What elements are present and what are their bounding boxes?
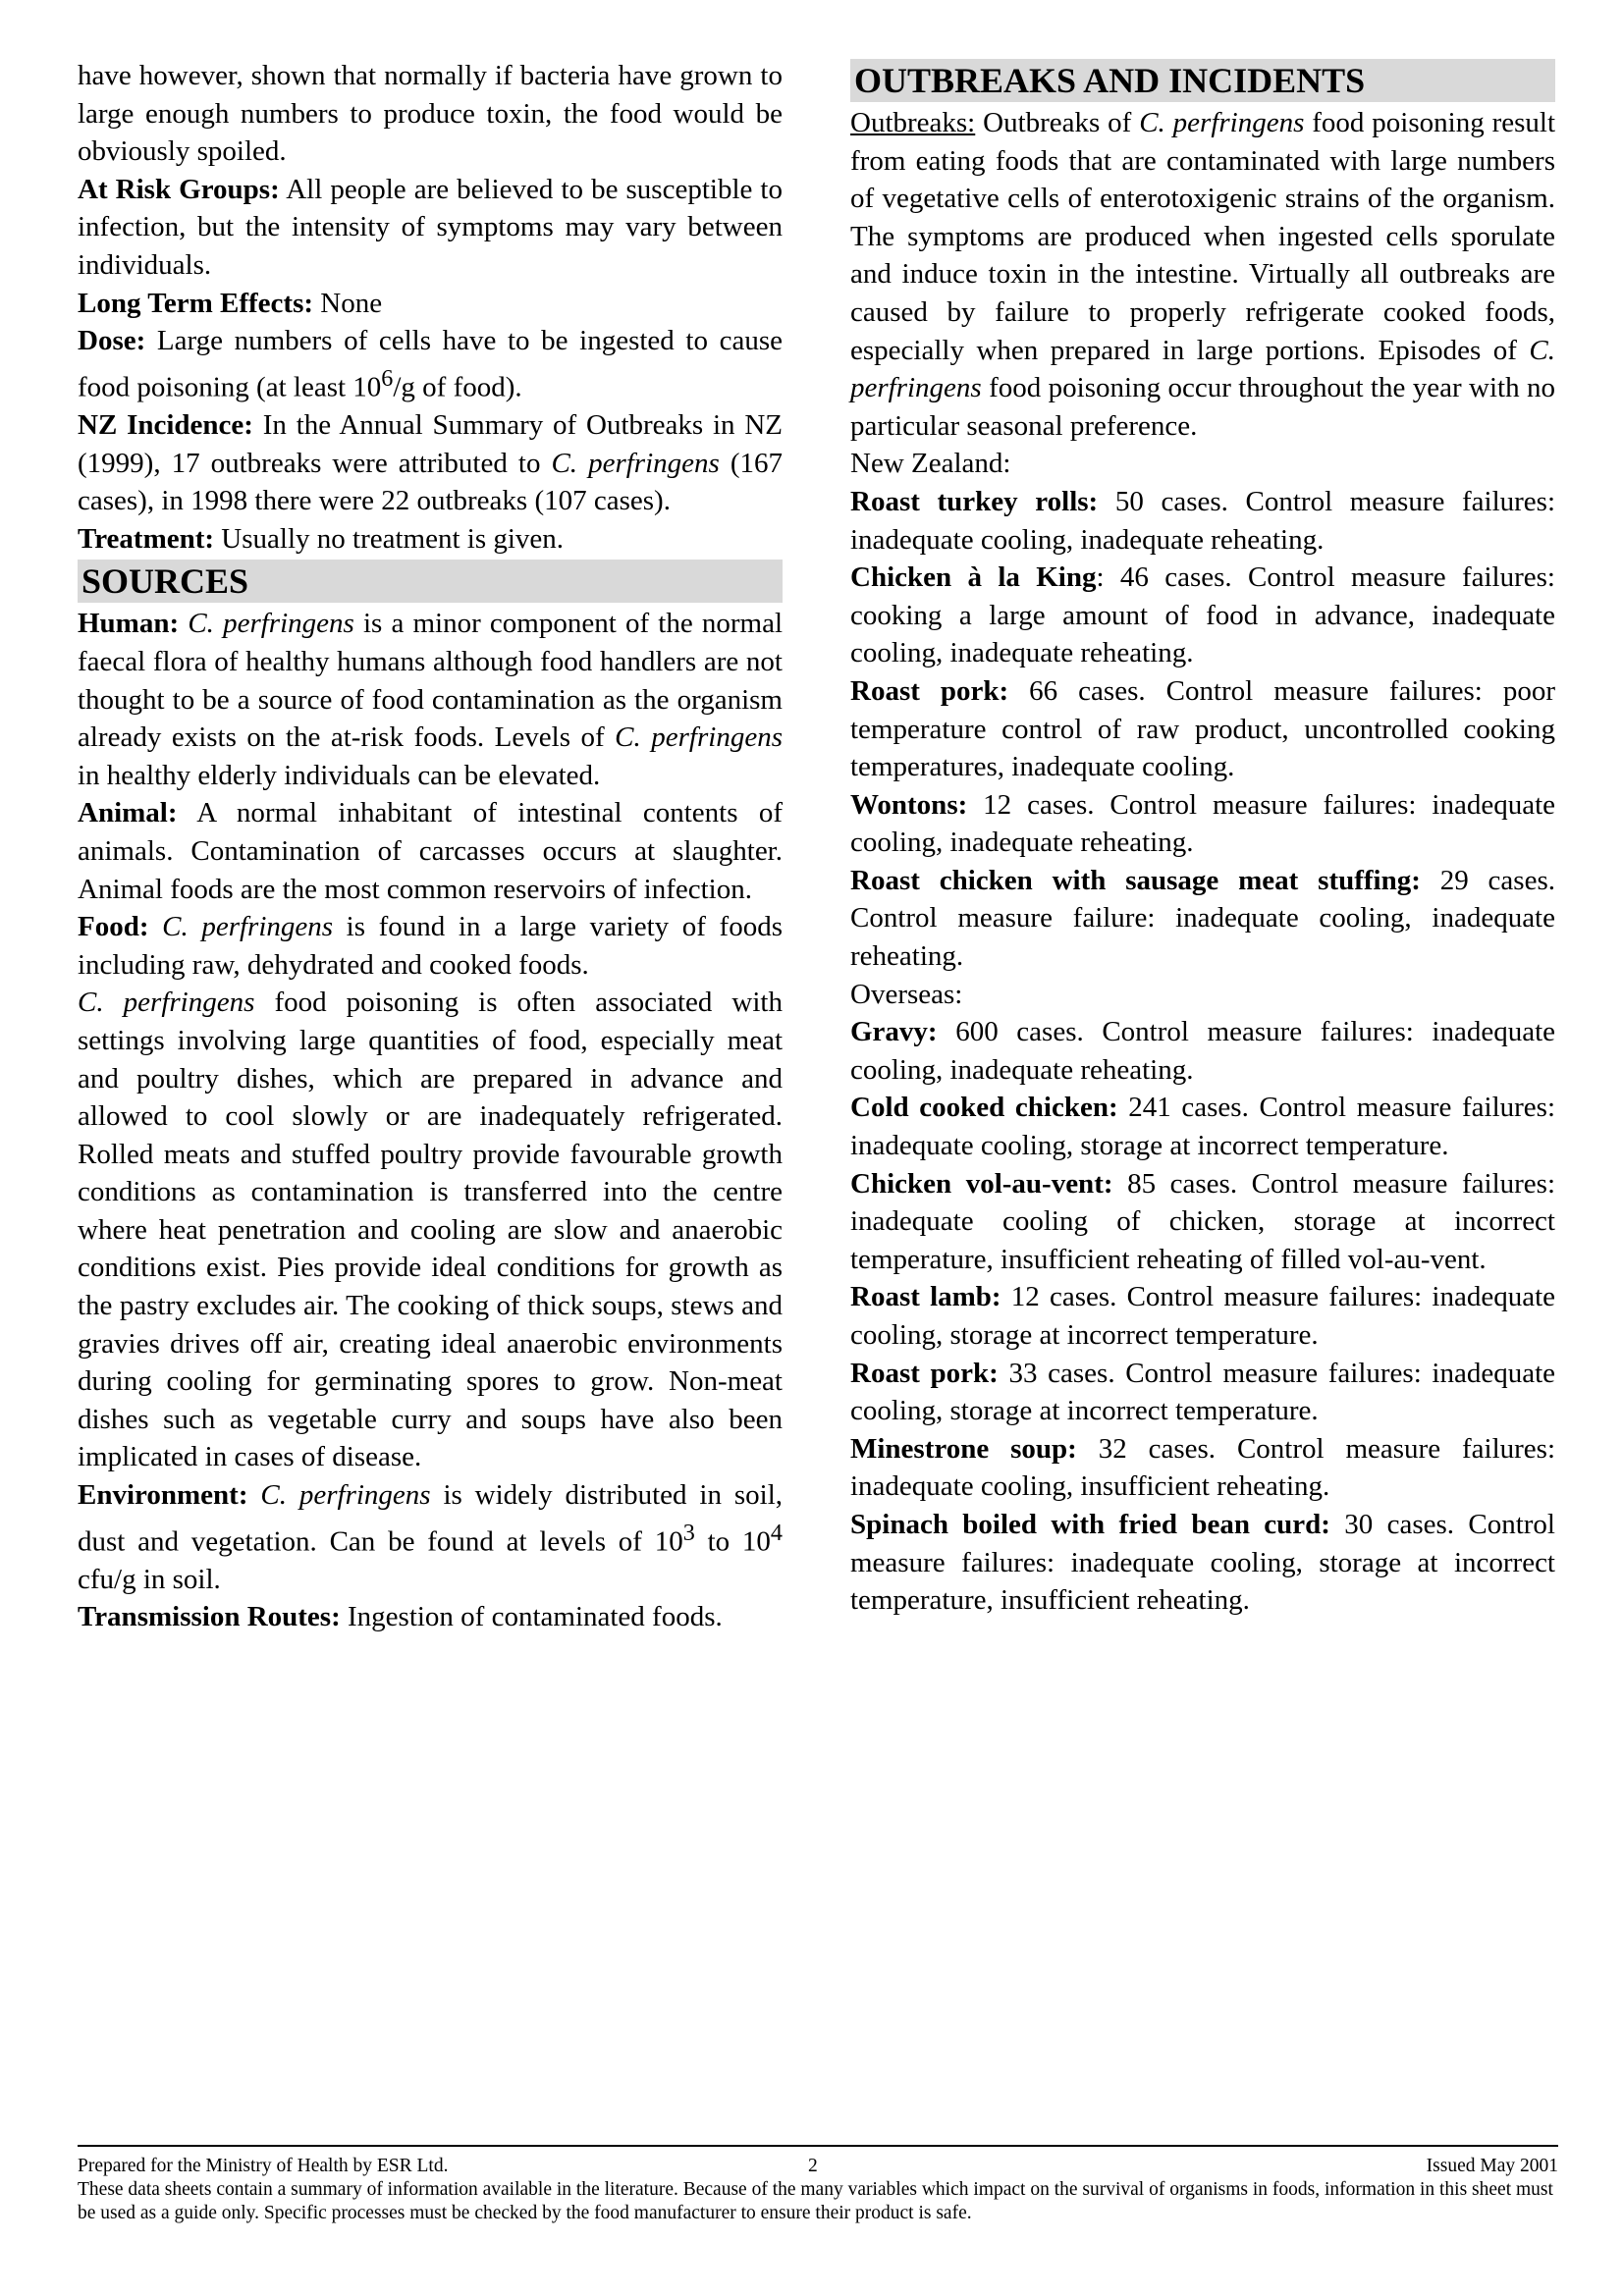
at-risk-groups-paragraph [78,171,783,285]
outbreak-item-text: 33 cases. Control measure failures: inadequate cooling, storage at incorrect temperature. [850,1357,1556,1427]
dose-text-a: Large numbers of cells have to be ingested to cause food poisoning (at least 10 [78,325,783,403]
at-risk-groups-label: At Risk Groups: [78,173,280,205]
list-item [850,672,1555,786]
list-item [850,1355,1555,1430]
outbreak-item-label: Gravy: [850,1016,938,1048]
outbreak-item-label: Roast pork: [850,1357,999,1389]
treatment-text: Usually no treatment is given. [214,522,565,555]
nz-incidence-paragraph [78,406,783,520]
dose-label: Dose: [78,325,146,357]
list-item [850,1430,1555,1506]
animal-text: A normal inhabitant of intestinal contents of animals. Contamination of carcasses occurs at slaughter. Animal foods are the most common reservoirs of infection. [78,797,783,905]
outbreaks-label: Outbreaks: [850,107,976,138]
nz-incidence-text-b: (167 cases), in 1998 there were 22 outbreaks (107 cases). [78,447,783,517]
footer-row [78,2155,1558,2178]
treatment-label: Treatment: [78,522,215,555]
page-number: 2 [808,2156,818,2176]
environment-text-c: cfu/g in soil. [78,1563,221,1595]
overseas-label: Overseas: [850,978,963,1010]
outbreaks-organism-b: C. perfringens [850,334,1555,404]
food-detail-paragraph [78,984,783,1476]
sources-heading: SOURCES [78,560,783,603]
outbreaks-text-c: food poisoning occur throughout the year with no particular seasonal preference. [850,372,1555,442]
outbreaks-organism-a: C. perfringens [1139,107,1305,138]
human-text-b: in healthy elderly individuals can be elevated. [78,759,601,791]
human-organism-a: C. perfringens [188,608,354,640]
treatment-paragraph [78,520,783,559]
transmission-text: Ingestion of contaminated foods. [340,1601,723,1633]
list-item [850,483,1555,559]
intro-paragraph: have however, shown that normally if bacteria have grown to large enough numbers to produce toxin, the food would be obviously spoiled. [78,60,783,168]
outbreak-item-text: 66 cases. Control measure failures: poor temperature control of raw product, uncontrolled cooking temperatures, inadequate cooling. [850,674,1555,783]
outbreaks-text-a: Outbreaks of [975,107,1140,138]
environment-exponent-2: 4 [770,1519,783,1546]
outbreak-item-text: 50 cases. Control measure failures: inadequate cooling, inadequate reheating. [850,485,1555,556]
right-column [850,57,1555,1620]
list-item [850,786,1555,862]
outbreak-item-label: Minestrone soup: [850,1432,1077,1465]
long-term-effects-text: None [313,287,383,319]
long-term-effects-paragraph [78,285,783,323]
human-organism-b: C. perfringens [615,721,783,754]
nz-incidence-label: NZ Incidence: [78,409,253,441]
outbreaks-heading: OUTBREAKS AND INCIDENTS [850,59,1555,102]
long-term-effects-label: Long Term Effects: [78,287,314,319]
list-item [850,559,1555,672]
environment-text-b: to 10 [694,1525,771,1558]
animal-paragraph [78,794,783,908]
outbreak-item-label: Roast turkey rolls: [850,485,1099,517]
list-item [850,862,1555,976]
outbreak-item-text: 32 cases. Control measure failures: inadequate cooling, insufficient reheating. [850,1432,1555,1503]
animal-label: Animal: [78,797,178,829]
outbreak-item-label: Chicken à la King [850,561,1097,594]
outbreak-item-text: 29 cases. Control measure failure: inadequate cooling, inadequate reheating. [850,864,1555,973]
nz-incidence-text-a: In the Annual Summary of Outbreaks in NZ (1999), 17 outbreaks were attributed to [78,409,783,479]
outbreak-item-label: Chicken vol-au-vent: [850,1167,1113,1200]
list-item [850,1165,1555,1279]
list-item [850,1013,1555,1089]
human-text-a: is a minor component of the normal faecal flora of healthy humans although food handlers are not thought to be a source of food contamination as the organism already exists on the at-risk foods. Levels of [78,608,784,754]
outbreak-item-label: Spinach boiled with fried bean curd: [850,1508,1330,1540]
food-paragraph [78,908,783,984]
page-footer [78,2145,1558,2225]
food-organism: C. perfringens [162,911,334,943]
list-item [850,1278,1555,1354]
transmission-paragraph [78,1598,783,1636]
environment-text-a: is widely distributed in soil, dust and vegetation. Can be found at levels of 10 [78,1479,784,1558]
outbreak-item-label: Roast lamb: [850,1281,1001,1313]
outbreak-item-label: Roast chicken with sausage meat stuffing: [850,864,1421,896]
food-label: Food: [78,911,149,943]
footer-disclaimer: These data sheets contain a summary of information available in the literature. Because of the many variables which impact on the survival of organisms in foods, information in this sheet must be used as a guide only. Specific processes must be checked by the food manufacturer to ensure their product is safe. [78,2179,1553,2223]
new-zealand-label: New Zealand: [850,448,1011,480]
list-item [850,1506,1555,1620]
environment-label: Environment: [78,1479,248,1512]
human-label: Human: [78,608,180,640]
human-paragraph [78,605,783,794]
nz-incidence-organism: C. perfringens [551,447,720,479]
list-item [850,1089,1555,1164]
outbreak-item-text: 12 cases. Control measure failures: inadequate cooling, storage at incorrect temperature. [850,1281,1555,1351]
transmission-label: Transmission Routes: [78,1601,341,1633]
outbreak-item-text: : 46 cases. Control measure failures: cooking a large amount of food in advance, inadequate cooling, inadequate reheating. [850,561,1555,669]
food-text: is found in a large variety of foods including raw, dehydrated and cooked foods. [78,911,784,981]
outbreaks-paragraph [850,104,1555,445]
environment-organism: C. perfringens [260,1479,431,1512]
outbreaks-text-b: food poisoning result from eating foods that are contaminated with large numbers of vegetative cells of enterotoxigenic strains of the organism. The symptoms are produced when ingested cells sporulate and induce toxin in the intestine. Virtually all outbreaks are caused by failure to properly refrigerate cooked foods, especially when prepared in large portions. Episodes of [850,107,1556,366]
environment-exponent-1: 3 [682,1519,695,1546]
dose-paragraph [78,322,783,406]
footer-issued-date: Issued May 2001 [1426,2156,1558,2176]
at-risk-groups-text: All people are believed to be susceptible to infection, but the intensity of symptoms may vary between individuals. [78,173,783,281]
left-column [78,57,783,1636]
outbreak-item-label: Cold cooked chicken: [850,1092,1118,1124]
outbreak-item-text: 85 cases. Control measure failures: inadequate cooling of chicken, storage at incorrect temperature, insufficient reheating of filled vol-au-vent. [850,1167,1555,1275]
outbreak-item-text: 241 cases. Control measure failures: inadequate cooling, storage at incorrect temperature. [850,1092,1555,1162]
environment-paragraph [78,1476,783,1598]
food-detail-organism: C. perfringens [78,987,255,1019]
dose-exponent: 6 [381,364,394,392]
outbreak-item-label: Roast pork: [850,674,1009,707]
outbreak-item-text: 12 cases. Control measure failures: inadequate cooling, inadequate reheating. [850,788,1555,859]
outbreak-item-label: Wontons: [850,788,968,821]
footer-prepared: Prepared for the Ministry of Health by ESR Ltd. [78,2156,449,2176]
food-detail-text: food poisoning is often associated with settings involving large quantities of food, especially meat and poultry dishes, which are prepared in advance and allowed to cool slowly or are inadequately refrigerated. Rolled meats and stuffed poultry provide favourable growth conditions as contamination is transferred into the centre where heat penetration and cooling are slow and anaerobic conditions exist. Pies provide ideal conditions for growth as the pastry excludes air. The cooking of thick soups, stews and gravies drives off air, creating ideal anaerobic environments during cooling for germinating spores to grow. Non-meat dishes such as vegetable curry and soups have also been implicated in cases of disease. [78,987,783,1473]
outbreak-item-text: 30 cases. Control measure failures: inadequate cooling, storage at incorrect temperature, insufficient reheating. [850,1508,1555,1617]
dose-text-b: /g of food). [393,371,522,403]
outbreak-item-text: 600 cases. Control measure failures: inadequate cooling, inadequate reheating. [850,1016,1555,1086]
